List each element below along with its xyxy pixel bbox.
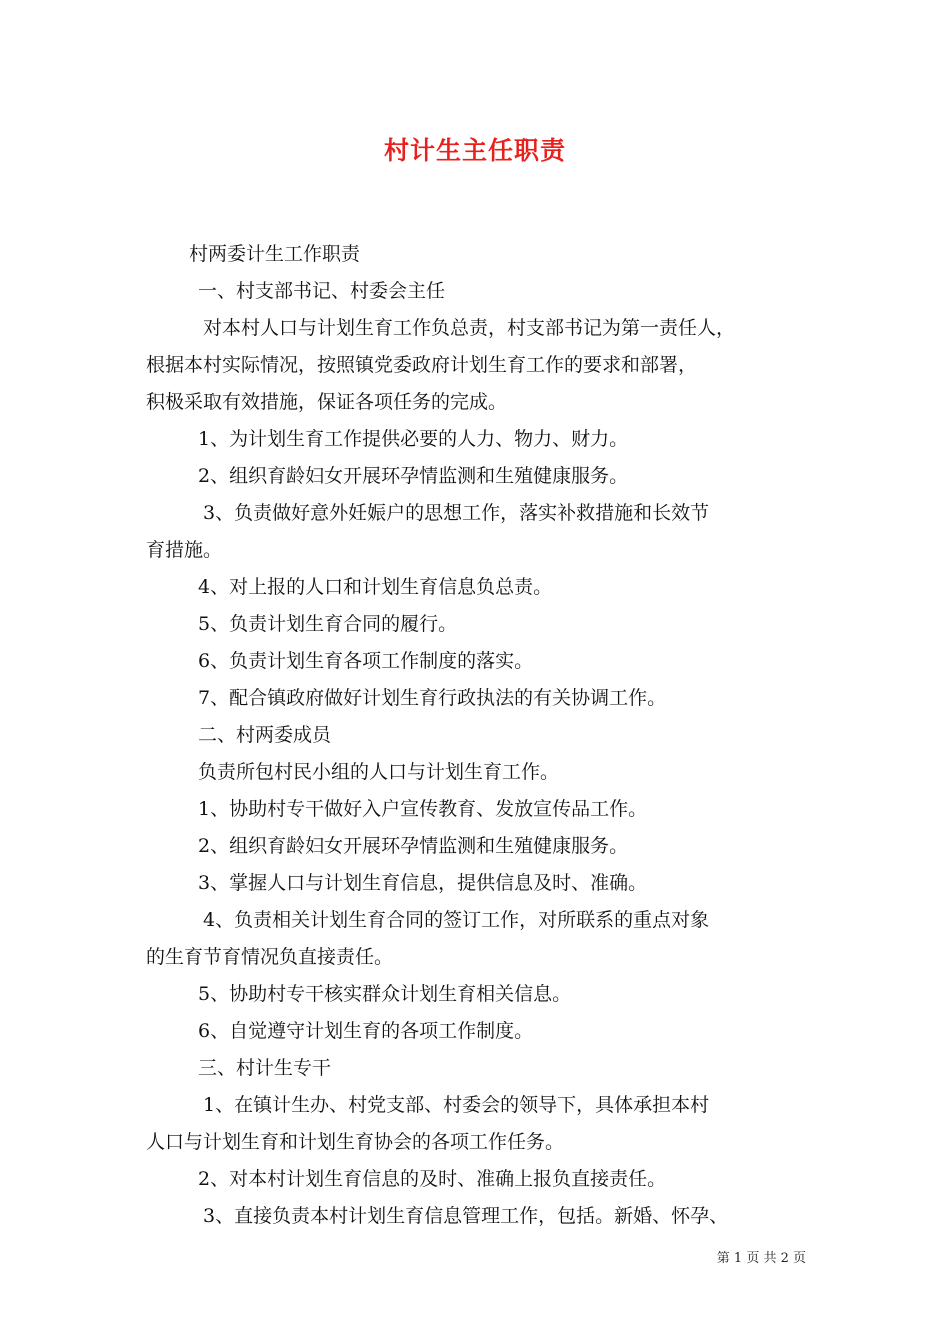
- paragraph-line: 积极采取有效措施，保证各项任务的完成。: [146, 391, 508, 413]
- paragraph-line: 对本村人口与计划生育工作负总责，村支部书记为第一责任人，: [203, 317, 736, 339]
- paragraph-line: 人口与计划生育和计划生育协会的各项工作任务。: [146, 1131, 565, 1153]
- list-item: 1、协助村专干做好入户宣传教育、发放宣传品工作。: [198, 798, 648, 820]
- document-body: [146, 236, 826, 1235]
- list-item: 3、直接负责本村计划生育信息管理工作，包括。新婚、怀孕、: [203, 1205, 729, 1227]
- paragraph-line: 根据本村实际情况，按照镇党委政府计划生育工作的要求和部署，: [146, 354, 698, 376]
- section-heading: 一、村支部书记、村委会主任: [198, 280, 446, 302]
- list-item: 2、组织育龄妇女开展环孕情监测和生殖健康服务。: [198, 835, 629, 857]
- list-item: 3、负责做好意外妊娠户的思想工作，落实补救措施和长效节: [203, 502, 710, 524]
- section-heading: 二、村两委成员: [198, 724, 332, 746]
- paragraph-line: 负责所包村民小组的人口与计划生育工作。: [198, 761, 560, 783]
- page-title: 村计生主任职责: [383, 136, 566, 165]
- list-item: 2、对本村计划生育信息的及时、准确上报负直接责任。: [198, 1168, 667, 1190]
- list-item: 6、负责计划生育各项工作制度的落实。: [198, 650, 534, 672]
- list-item: 7、配合镇政府做好计划生育行政执法的有关协调工作。: [198, 687, 667, 709]
- list-item: 5、负责计划生育合同的履行。: [198, 613, 458, 635]
- list-item: 6、自觉遵守计划生育的各项工作制度。: [198, 1020, 534, 1042]
- list-item: 3、掌握人口与计划生育信息，提供信息及时、准确。: [198, 872, 648, 894]
- paragraph-line: 的生育节育情况负直接责任。: [146, 946, 394, 968]
- paragraph-line: 育措施。: [146, 539, 223, 561]
- list-item: 4、对上报的人口和计划生育信息负总责。: [198, 576, 553, 598]
- paragraph-line: 村两委计生工作职责: [189, 243, 361, 265]
- list-item: 2、组织育龄妇女开展环孕情监测和生殖健康服务。: [198, 465, 629, 487]
- list-item: 1、在镇计生办、村党支部、村委会的领导下，具体承担本村: [203, 1094, 710, 1116]
- section-heading: 三、村计生专干: [198, 1057, 332, 1079]
- list-item: 5、协助村专干核实群众计划生育相关信息。: [198, 983, 572, 1005]
- list-item: 4、负责相关计划生育合同的签订工作，对所联系的重点对象: [203, 909, 710, 931]
- page-number: 第 1 页 共 2 页: [716, 1251, 806, 1266]
- list-item: 1、为计划生育工作提供必要的人力、物力、财力。: [198, 428, 629, 450]
